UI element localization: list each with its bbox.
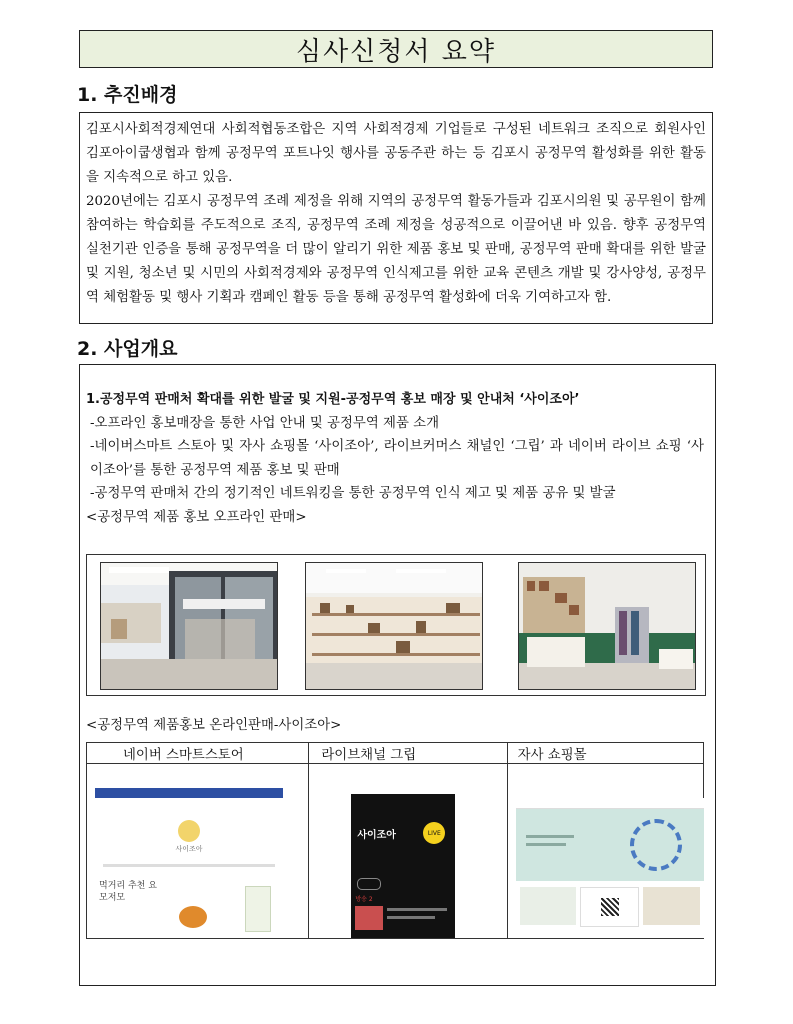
bullet-item: -오프라인 홍보매장을 통한 사업 안내 및 공정무역 제품 소개	[90, 415, 440, 431]
table-header-mall: 자사 쇼핑몰	[507, 743, 703, 764]
table-header-grip: 라이브채널 그립	[309, 743, 507, 764]
item-title: 1.공정무역 판매처 확대를 위한 발굴 및 지원-공정무역 홍보 매장 및 안내처 ‘사이조아’	[86, 392, 580, 407]
naver-brand-name: 사이조아	[175, 845, 203, 853]
grip-screenshot	[351, 794, 455, 938]
hero-circle-icon	[630, 819, 682, 871]
background-paragraph: 김포시사회적경제연대 사회적협동조합은 지역 사회적경제 기업들로 구성된 네트워크 조직으로 회원사인 김포아이쿱생협과 함께 공정무역 포트나잇 행사를 공동주관 하는 등 김포시 공정무역 활성화를 위한 활동을 지속적으로 하고 있음.	[86, 122, 706, 185]
own-mall-cell	[507, 764, 703, 939]
grip-channel-cell	[309, 764, 507, 939]
qr-code-icon	[601, 898, 619, 916]
section-heading-overview: 2. 사업개요	[77, 338, 178, 360]
page-title: 심사신청서 요약	[79, 30, 713, 68]
bullet-item: -네이버스마트 스토아 및 자사 쇼핑몰 ‘사이조아’, 라이브커머스 채널인 ‘그립’ 과 네이버 라이브 쇼핑 ‘사이조아’를 통한 공정무역 제품 홍보 및 판매	[90, 439, 704, 478]
table-header-naver: 네이버 스마트스토어	[87, 743, 309, 764]
brand-logo-icon	[178, 820, 200, 842]
grip-channel-name: 사이조아	[357, 830, 396, 841]
mall-hero-banner	[516, 809, 704, 881]
background-paragraph: 2020년에는 김포시 공정무역 조례 제정을 위해 지역의 공정무역 활동가들과 김포시의원 및 공무원이 함께 참여하는 학습회를 주도적으로 조직, 공정무역 조례 제정을 성공적으로 이끌어낸 바 있음. 향후 공정무역 실천기관 인증을 통해 공정무역을 더 많이 알리기 위한 제품 홍보 및 판매, 공정무역 판매 확대를 위한 발굴 및 지원, 청소년 및 시민의 사회적경제와 공정무역 인식제고를 위한 교육 콘텐츠 개발 및 강사양성, 공정무역 체험활동 및 행사 기획과 캠페인 활동 등을 통해 공정무역 활성화에 더욱 기여하고자 함.	[86, 194, 706, 305]
naver-store-cell	[87, 764, 309, 939]
naver-store-screenshot	[95, 788, 283, 938]
background-text-box	[79, 112, 713, 324]
store-interior-photo	[518, 562, 696, 690]
grip-live-badge: LIVE	[423, 822, 445, 844]
own-mall-screenshot	[516, 798, 704, 938]
store-entrance-photo	[100, 562, 278, 690]
product-box	[245, 886, 271, 932]
naver-banner-text: 먹거리 추천 요모저모	[99, 881, 157, 903]
grip-tab: 방송 2	[355, 896, 373, 903]
online-sales-table	[86, 742, 704, 939]
store-shelves-photo	[305, 562, 483, 690]
online-caption: <공정무역 제품홍보 온라인판매-사이조아>	[86, 718, 342, 733]
overview-text	[86, 388, 710, 529]
bullet-item: -공정무역 판매처 간의 정기적인 네트워킹을 통한 공정무역 인식 제고 및 제품 공유 및 발굴	[90, 486, 616, 501]
offline-caption: <공정무역 제품 홍보 오프라인 판매>	[86, 509, 307, 525]
pumpkin-icon	[179, 906, 207, 928]
section-heading-background: 1. 추진배경	[77, 84, 178, 106]
